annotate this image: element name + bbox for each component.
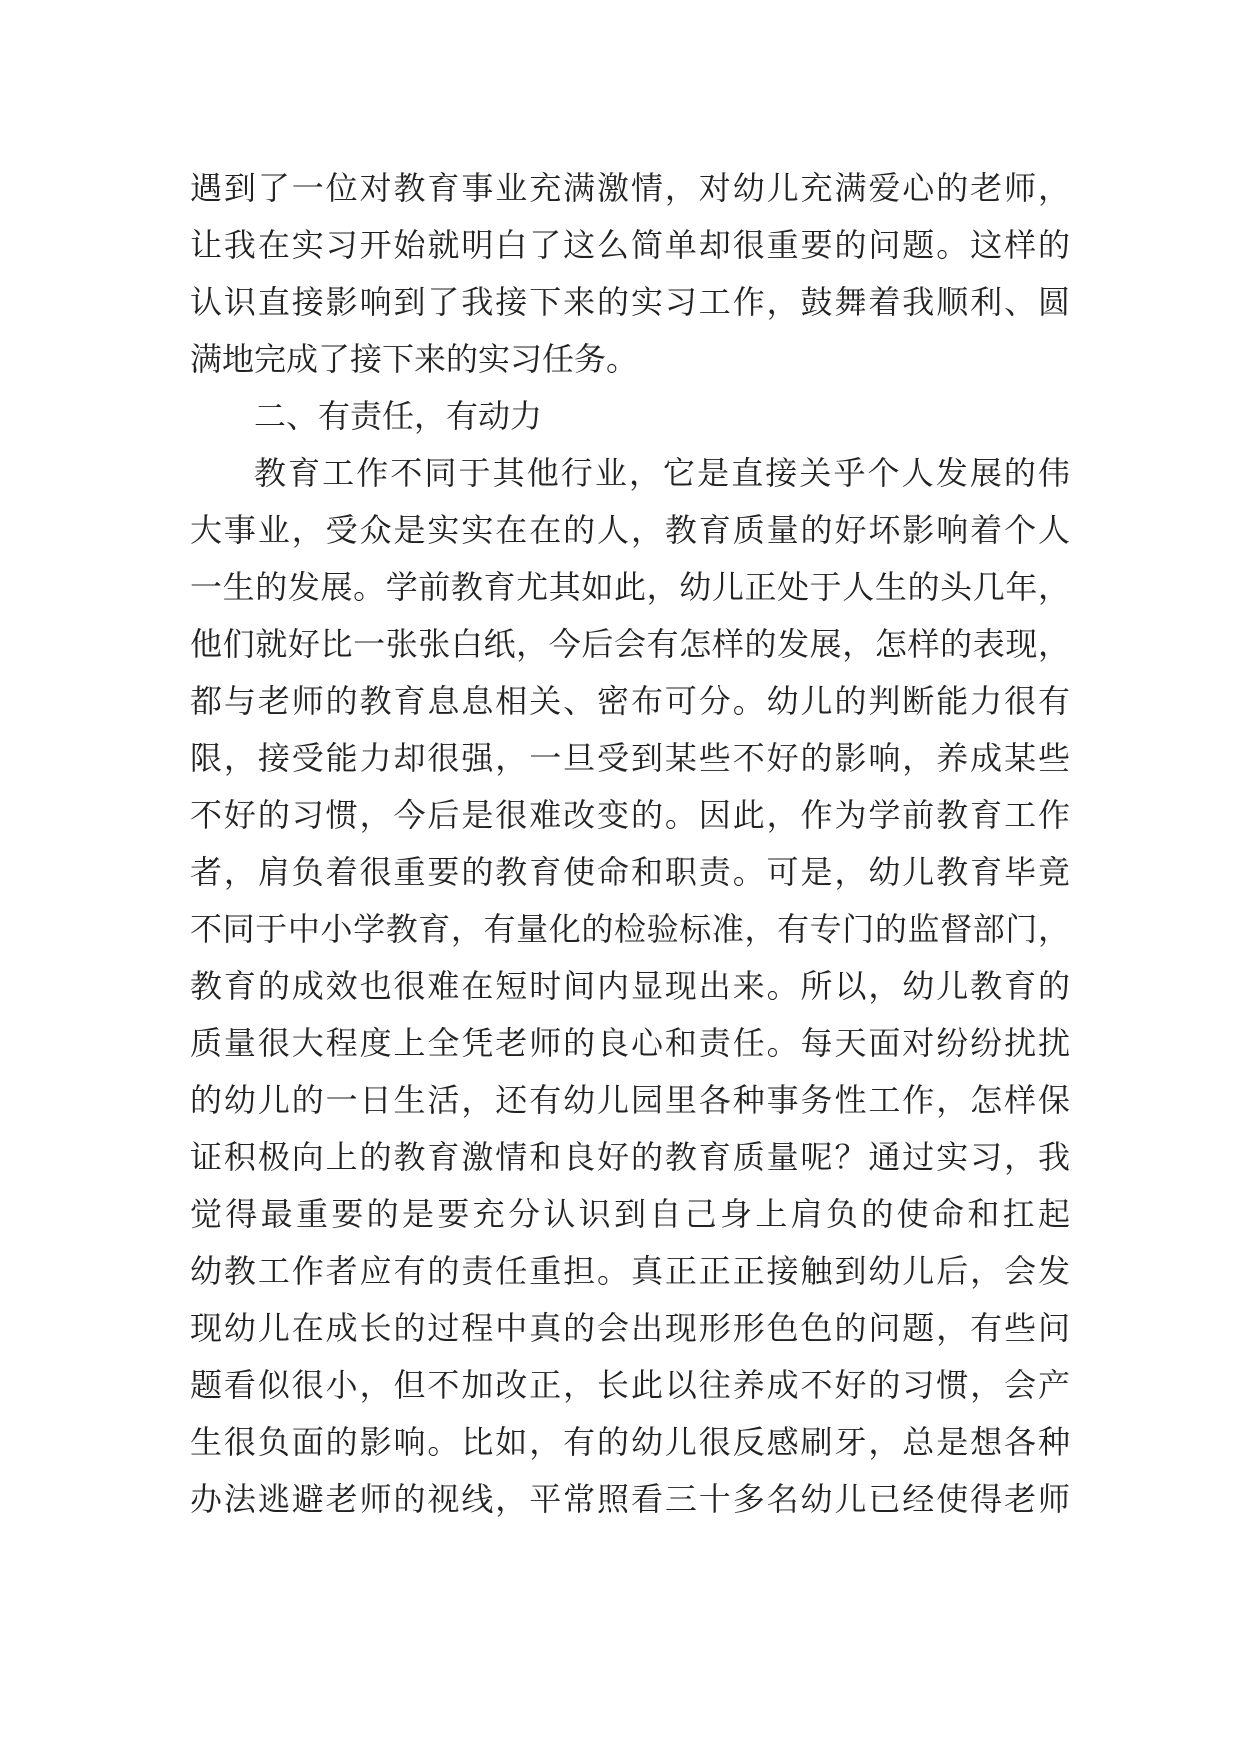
text-line: 不好的习惯，今后是很难改变的。因此，作为学前教育工作 — [190, 796, 1070, 834]
text-line: 者，肩负着很重要的教育使命和职责。可是，幼儿教育毕竟 — [190, 853, 1070, 891]
text-line: 限，接受能力却很强，一旦受到某些不好的影响，养成某些 — [190, 739, 1070, 777]
text-line: 生很负面的影响。比如，有的幼儿很反感刷牙，总是想各种 — [190, 1423, 1070, 1461]
section-heading: 二、有责任，有动力 — [254, 397, 543, 435]
text-line: 都与老师的教育息息相关、密布可分。幼儿的判断能力很有 — [190, 682, 1070, 720]
text-line: 大事业，受众是实实在在的人，教育质量的好坏影响着个人 — [190, 511, 1070, 549]
text-line: 题看似很小，但不加改正，长此以往养成不好的习惯，会产 — [190, 1366, 1070, 1404]
text-line: 让我在实习开始就明白了这么简单却很重要的问题。这样的 — [190, 226, 1070, 264]
text-line: 遇到了一位对教育事业充满激情，对幼儿充满爱心的老师， — [190, 169, 1070, 207]
text-line: 一生的发展。学前教育尤其如此，幼儿正处于人生的头几年， — [190, 568, 1070, 606]
text-line: 质量很大程度上全凭老师的良心和责任。每天面对纷纷扰扰 — [190, 1024, 1070, 1062]
text-line: 教育工作不同于其他行业，它是直接关乎个人发展的伟 — [254, 454, 1070, 492]
text-line: 教育的成效也很难在短时间内显现出来。所以，幼儿教育的 — [190, 967, 1070, 1005]
text-line: 不同于中小学教育，有量化的检验标准，有专门的监督部门， — [190, 910, 1070, 948]
text-line: 他们就好比一张张白纸，今后会有怎样的发展，怎样的表现， — [190, 625, 1070, 663]
text-line: 觉得最重要的是要充分认识到自己身上肩负的使命和扛起 — [190, 1195, 1070, 1233]
text-line: 现幼儿在成长的过程中真的会出现形形色色的问题，有些问 — [190, 1309, 1070, 1347]
text-line: 办法逃避老师的视线，平常照看三十多名幼儿已经使得老师 — [190, 1480, 1070, 1518]
text-line: 满地完成了接下来的实习任务。 — [190, 340, 639, 378]
document-body — [190, 160, 1070, 1528]
text-line: 的幼儿的一日生活，还有幼儿园里各种事务性工作，怎样保 — [190, 1081, 1070, 1119]
text-line: 幼教工作者应有的责任重担。真正正正接触到幼儿后，会发 — [190, 1252, 1070, 1290]
text-line: 认识直接影响到了我接下来的实习工作，鼓舞着我顺利、圆 — [190, 283, 1070, 321]
text-line: 证积极向上的教育激情和良好的教育质量呢？通过实习，我 — [190, 1138, 1070, 1176]
